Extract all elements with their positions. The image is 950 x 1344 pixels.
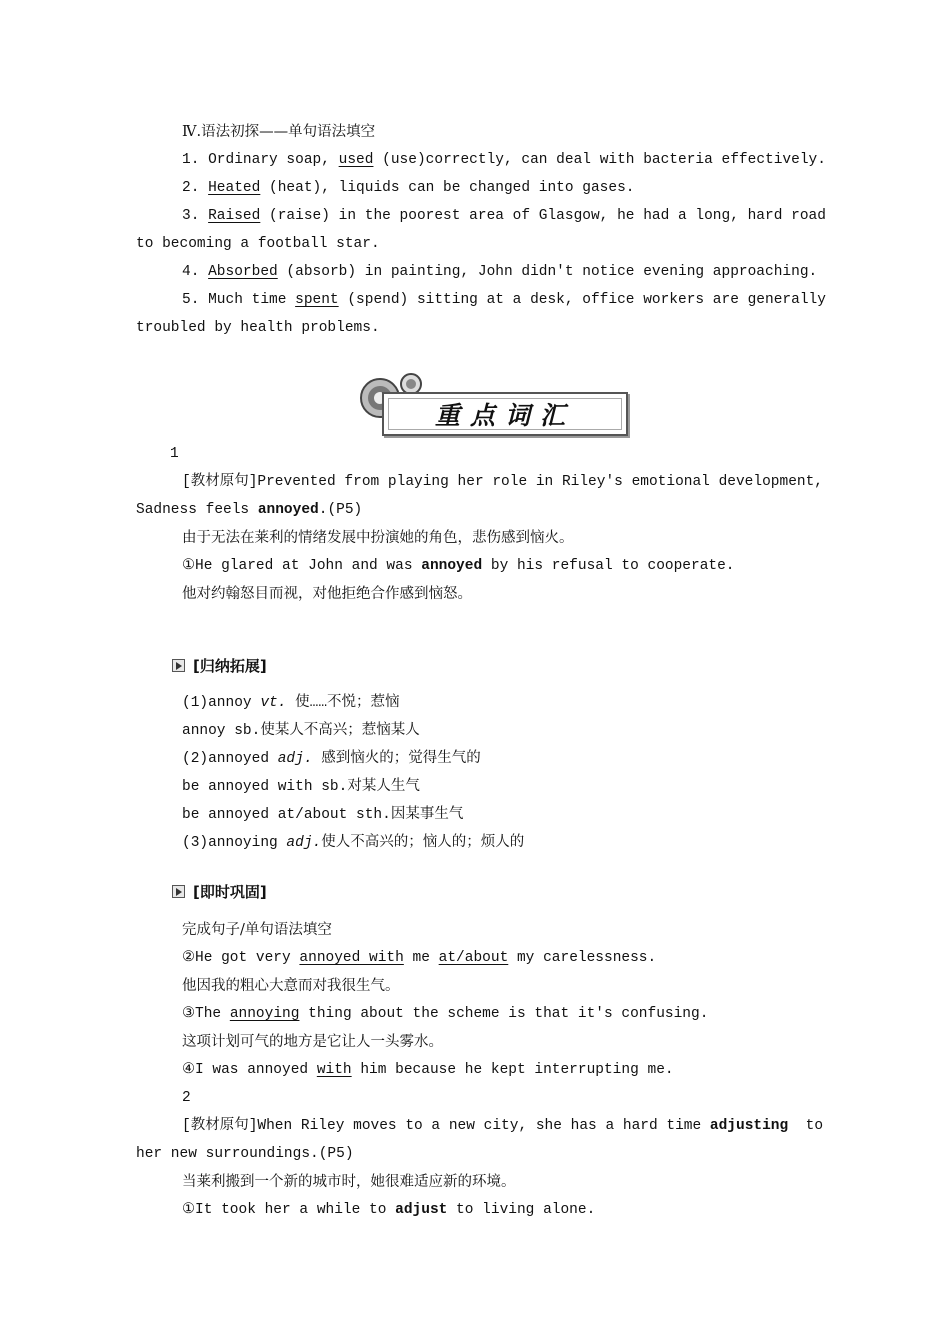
expand-line: (2)annoyed adj. 感到恼火的；觉得生气的 [182,751,481,767]
example-translation: 他对约翰怒目而视，对他拒绝合作感到恼怒。 [182,586,472,602]
expand-line: annoy sb.使某人不高兴；惹恼某人 [182,723,420,739]
expand-line: be annoyed with sb.对某人生气 [182,779,420,795]
answer-blank: Heated [208,180,261,196]
keyword: adjusting [709,1118,789,1134]
answer-blank: with [316,1062,352,1078]
textbook-sentence-continuation: her new surroundings.(P5) [136,1146,354,1162]
answer-blank: Raised [208,208,261,224]
translation: 由于无法在莱利的情绪发展中扮演她的角色，悲伤感到恼火。 [182,530,574,546]
textbook-sentence-continuation: Sadness feels annoyed.(P5) [136,502,363,518]
exercise-number: 2. [182,180,200,196]
exercise-3: 3. Raised (raise) in the poorest area of Glasgow, he had a long, hard road [182,208,826,224]
answer-blank: used [338,152,374,168]
practice-sentence: ④I was annoyed with him because he kept interrupting me. [182,1062,674,1078]
practice-sentence: ③The annoying thing about the scheme is that it's confusing. [182,1006,709,1022]
keyword: adjust [395,1202,448,1218]
exercise-number: 5. [182,292,200,308]
answer-blank: annoying [229,1006,300,1022]
example-sentence: ①It took her a while to adjust to living alone. [182,1202,596,1218]
exercise-5: 5. Much time spent (spend) sitting at a desk, office workers are generally [182,292,826,308]
textbook-sentence: [教材原句]When Riley moves to a new city, she has a hard time adjusting to [182,1118,824,1134]
textbook-sentence: [教材原句]Prevented from playing her role in Riley's emotional development, [182,474,823,490]
banner-box [382,392,628,436]
exercise-number: 3. [182,208,200,224]
banner-title: 重点词汇 [388,398,622,430]
practice-translation: 这项计划可气的地方是它让人一头雾水。 [182,1034,443,1050]
entry-number: 1 [170,446,179,462]
practice-sentence: ②He got very annoyed with me at/about my carelessness. [182,950,657,966]
answer-blank: spent [295,292,339,308]
exercise-1: 1. Ordinary soap, used (use)correctly, can deal with bacteria effectively. [182,152,826,168]
exercise-2: 2. Heated (heat), liquids can be changed into gases. [182,180,635,196]
consolidate-heading: [即时巩固] [172,882,267,902]
triangle-icon [172,885,185,898]
exercise-number: 1. [182,152,200,168]
answer-blank: at/about [438,950,509,966]
translation: 当莱利搬到一个新的城市时，她很难适应新的环境。 [182,1174,516,1190]
expand-line: (3)annoying adj.使人不高兴的；恼人的；烦人的 [182,835,525,851]
example-sentence: ①He glared at John and was annoyed by his refusal to cooperate. [182,558,735,574]
practice-title: 完成句子/单句语法填空 [182,922,332,938]
answer-blank: annoyed with [299,950,404,966]
section-banner [358,372,630,436]
exercise-4: 4. Absorbed (absorb) in painting, John didn't notice evening approaching. [182,264,818,280]
section-title: Ⅳ.语法初探——单句语法填空 [182,124,376,140]
exercise-5-continuation: troubled by health problems. [136,320,380,336]
keyword: annoyed [421,558,483,574]
answer-blank: Absorbed [208,264,278,280]
exercise-number: 4. [182,264,200,280]
practice-translation: 他因我的粗心大意而对我很生气。 [182,978,400,994]
expand-line: be annoyed at/about sth.因某事生气 [182,807,464,823]
keyword: annoyed [257,502,319,518]
expand-heading: [归纳拓展] [172,656,267,676]
entry-number: 2 [182,1090,191,1106]
triangle-icon [172,659,185,672]
expand-line: (1)annoy vt. 使……不悦；惹恼 [182,695,400,711]
exercise-3-continuation: to becoming a football star. [136,236,380,252]
